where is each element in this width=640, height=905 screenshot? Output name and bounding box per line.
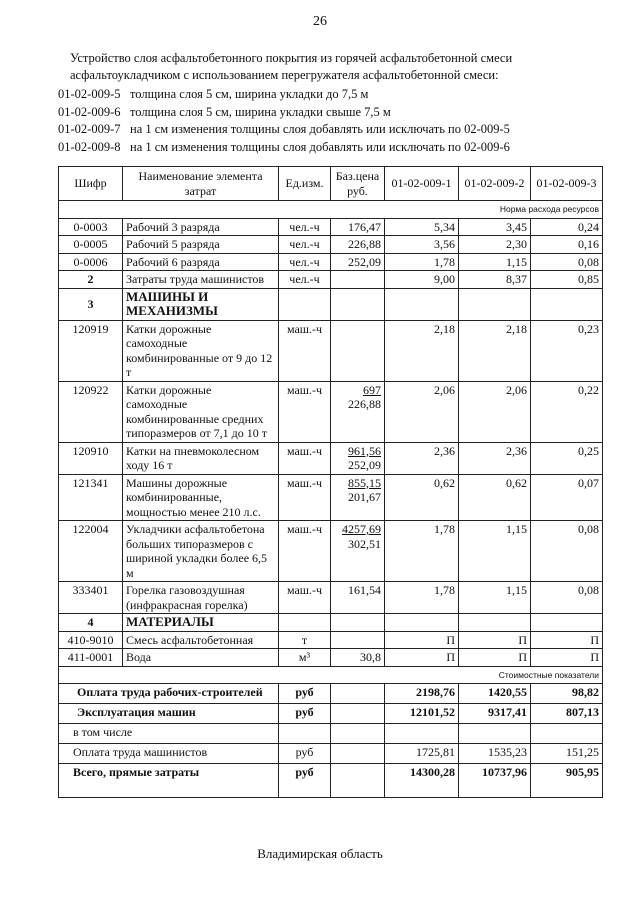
- cell-v2: 0,62: [459, 474, 531, 521]
- total-row: [59, 744, 603, 764]
- cell-price: [331, 631, 385, 649]
- cell-v2: 8,37: [459, 271, 531, 289]
- cell-name: Катки дорожные самоходные комбинированные от 9 до 12 т: [123, 320, 279, 381]
- cell-code: 333401: [59, 582, 123, 614]
- price-primary: 961,56: [348, 443, 381, 458]
- spec-list: [58, 86, 598, 156]
- cell-code: 120922: [59, 381, 123, 442]
- cell-v1: 1,78: [385, 521, 459, 582]
- cell-price: [331, 381, 385, 442]
- spec-code: 01-02-009-6: [58, 104, 121, 119]
- section-title: МАШИНЫ И МЕХАНИЗМЫ: [123, 288, 279, 320]
- total-v1: 12101,52: [385, 704, 459, 724]
- cell-v3: 0,16: [531, 236, 603, 254]
- cell-v3: 0,08: [531, 253, 603, 271]
- price-secondary: 226,88: [348, 397, 381, 411]
- table-row: [59, 442, 603, 474]
- table-row: [59, 253, 603, 271]
- total-v3: 98,82: [531, 684, 603, 704]
- cell-unit: маш.-ч: [279, 521, 331, 582]
- total-row: [59, 684, 603, 704]
- cell-v3: 0,24: [531, 218, 603, 236]
- total-v2: 10737,96: [459, 764, 531, 798]
- table-row: [59, 381, 603, 442]
- note-row-costs: [59, 666, 603, 684]
- total-v2: 9317,41: [459, 704, 531, 724]
- header-price: Баз.цена руб.: [331, 167, 385, 201]
- total-name: Всего, прямые затраты: [59, 764, 279, 798]
- cell-v2: 3,45: [459, 218, 531, 236]
- header-col3: 01-02-009-3: [531, 167, 603, 201]
- cell-code: 3: [59, 288, 123, 320]
- price-primary: 4257,69: [342, 522, 381, 536]
- total-v1: 2198,76: [385, 684, 459, 704]
- cell-price: [331, 271, 385, 289]
- section-row: [59, 614, 603, 632]
- total-name: Оплата труда рабочих-строителей: [59, 684, 279, 704]
- total-row: [59, 704, 603, 724]
- cell-name: Катки дорожные самоходные комбинированные средних типоразмеров от 7,1 до 10 т: [123, 381, 279, 442]
- spec-text: на 1 см изменения толщины слоя добавлять или исключать по 02-009-6: [130, 139, 510, 154]
- cell-code: 0-0006: [59, 253, 123, 271]
- total-v2: 1535,23: [459, 744, 531, 764]
- table-row: [59, 236, 603, 254]
- cell-code: 411-0001: [59, 649, 123, 667]
- header-code: Шифр: [59, 167, 123, 201]
- total-v3: 905,95: [531, 764, 603, 798]
- cell-price: [331, 521, 385, 582]
- price-primary: 697: [363, 382, 381, 397]
- spec-code: 01-02-009-8: [58, 139, 121, 154]
- total-name: Оплата труда машинистов: [59, 744, 279, 764]
- cell-v1: 5,34: [385, 218, 459, 236]
- cell-name: Машины дорожные комбинированные, мощностью менее 210 л.с.: [123, 474, 279, 521]
- spec-text: на 1 см изменения толщины слоя добавлять или исключать по 02-009-5: [130, 122, 510, 136]
- total-unit: руб: [279, 764, 331, 798]
- header-name: Наименование элемента затрат: [123, 167, 279, 201]
- cell-unit: маш.-ч: [279, 320, 331, 381]
- spec-line: [58, 104, 598, 122]
- cell-v2: 2,30: [459, 236, 531, 254]
- cell-unit: маш.-ч: [279, 582, 331, 614]
- total-v3: 807,13: [531, 704, 603, 724]
- total-v2: 1420,55: [459, 684, 531, 704]
- table-row: [59, 582, 603, 614]
- header-unit: Ед.изм.: [279, 167, 331, 201]
- cell-v3: П: [531, 631, 603, 649]
- header-col1: 01-02-009-1: [385, 167, 459, 201]
- section-row: [59, 288, 603, 320]
- table-row: [59, 521, 603, 582]
- cell-unit: чел.-ч: [279, 236, 331, 254]
- cell-name: Горелка газовоздушная (инфракрасная горелка): [123, 582, 279, 614]
- table-row: [59, 218, 603, 236]
- cell-name: Рабочий 5 разряда: [123, 236, 279, 254]
- resource-table: [58, 166, 603, 798]
- cell-v3: 0,25: [531, 442, 603, 474]
- cell-name: Укладчики асфальтобетона больших типоразмеров с шириной укладки более 6,5 м: [123, 521, 279, 582]
- total-v3: 151,25: [531, 744, 603, 764]
- cell-price: 161,54: [331, 582, 385, 614]
- table-row: [59, 271, 603, 289]
- spec-text: толщина слоя 5 см, ширина укладки до 7,5 м: [130, 87, 369, 101]
- cell-name: Катки на пневмоколесном ходу 16 т: [123, 442, 279, 474]
- header-row: [59, 167, 603, 201]
- cell-price: [331, 320, 385, 381]
- cell-v3: П: [531, 649, 603, 667]
- cell-v1: П: [385, 631, 459, 649]
- cell-v2: 1,15: [459, 253, 531, 271]
- price-secondary: 302,51: [348, 536, 381, 551]
- cell-v1: П: [385, 649, 459, 667]
- total-unit: руб: [279, 704, 331, 724]
- total-unit: руб: [279, 744, 331, 764]
- cell-unit: маш.-ч: [279, 474, 331, 521]
- price-secondary: 201,67: [348, 490, 381, 504]
- total-unit: руб: [279, 684, 331, 704]
- note-row-resources: [59, 201, 603, 219]
- cell-v2: П: [459, 631, 531, 649]
- cell-code: 120919: [59, 320, 123, 381]
- cell-unit: чел.-ч: [279, 271, 331, 289]
- cell-price: [331, 474, 385, 521]
- cell-code: 410-9010: [59, 631, 123, 649]
- cell-unit: м³: [279, 649, 331, 667]
- cell-unit: маш.-ч: [279, 442, 331, 474]
- cell-code: 122004: [59, 521, 123, 582]
- cell-price: 30,8: [331, 649, 385, 667]
- cell-v2: 2,18: [459, 320, 531, 381]
- cell-code: 2: [59, 271, 123, 289]
- cell-name: Затраты труда машинистов: [123, 271, 279, 289]
- cell-price: 176,47: [331, 218, 385, 236]
- cell-v1: 9,00: [385, 271, 459, 289]
- spec-line: [58, 86, 598, 104]
- spec-code: 01-02-009-5: [58, 87, 121, 101]
- spec-line: [58, 121, 598, 139]
- note-resources: Норма расхода ресурсов: [59, 201, 603, 219]
- cell-price: [331, 442, 385, 474]
- spec-line: [58, 139, 598, 157]
- spec-text: толщина слоя 5 см, ширина укладки свыше 7,5 м: [130, 104, 391, 119]
- cell-v3: 0,85: [531, 271, 603, 289]
- cell-name: Смесь асфальтобетонная: [123, 631, 279, 649]
- cell-v2: П: [459, 649, 531, 667]
- cell-v1: 1,78: [385, 253, 459, 271]
- total-name: Эксплуатация машин: [59, 704, 279, 724]
- table-row: [59, 649, 603, 667]
- total-v1: 1725,81: [385, 744, 459, 764]
- cell-v2: 2,36: [459, 442, 531, 474]
- total-row: [59, 764, 603, 798]
- cell-code: 0-0003: [59, 218, 123, 236]
- table-row: [59, 320, 603, 381]
- cell-name: Вода: [123, 649, 279, 667]
- cell-code: 120910: [59, 442, 123, 474]
- cell-v1: 3,56: [385, 236, 459, 254]
- cell-v1: 2,36: [385, 442, 459, 474]
- footer-region: Владимирская область: [257, 846, 383, 861]
- cell-v1: 2,06: [385, 381, 459, 442]
- cell-v1: 2,18: [385, 320, 459, 381]
- cell-unit: чел.-ч: [279, 218, 331, 236]
- cell-code: 4: [59, 614, 123, 632]
- total-name: в том числе: [59, 724, 279, 744]
- cell-v2: 2,06: [459, 381, 531, 442]
- table-row: [59, 474, 603, 521]
- cell-name: Рабочий 6 разряда: [123, 253, 279, 271]
- cell-code: 121341: [59, 474, 123, 521]
- total-row: [59, 724, 603, 744]
- cell-unit: т: [279, 631, 331, 649]
- spec-code: 01-02-009-7: [58, 122, 121, 136]
- cell-v2: 1,15: [459, 521, 531, 582]
- cell-v3: 0,23: [531, 320, 603, 381]
- cell-v1: 0,62: [385, 474, 459, 521]
- cell-code: 0-0005: [59, 236, 123, 254]
- cell-unit: чел.-ч: [279, 253, 331, 271]
- cell-v2: 1,15: [459, 582, 531, 614]
- cell-price: 252,09: [331, 253, 385, 271]
- cell-v3: 0,22: [531, 381, 603, 442]
- total-v1: 14300,28: [385, 764, 459, 798]
- cell-price: 226,88: [331, 236, 385, 254]
- cell-v1: 1,78: [385, 582, 459, 614]
- cell-unit: маш.-ч: [279, 381, 331, 442]
- section-title: МАТЕРИАЛЫ: [123, 614, 279, 632]
- cell-name: Рабочий 3 разряда: [123, 218, 279, 236]
- cell-v3: 0,07: [531, 474, 603, 521]
- price-primary: 855,15: [348, 475, 381, 490]
- header-col2: 01-02-009-2: [459, 167, 531, 201]
- table-row: [59, 631, 603, 649]
- price-secondary: 252,09: [348, 458, 381, 472]
- intro-text: Устройство слоя асфальтобетонного покрытия из горячей асфальтобетонной смеси асфальтоукладчиком с использованием перегружателя асфальтобетонной смеси:: [70, 51, 513, 82]
- note-costs: Стоимостные показатели: [59, 666, 603, 684]
- cell-v3: 0,08: [531, 582, 603, 614]
- page-number: 26: [313, 14, 327, 29]
- cell-v3: 0,08: [531, 521, 603, 582]
